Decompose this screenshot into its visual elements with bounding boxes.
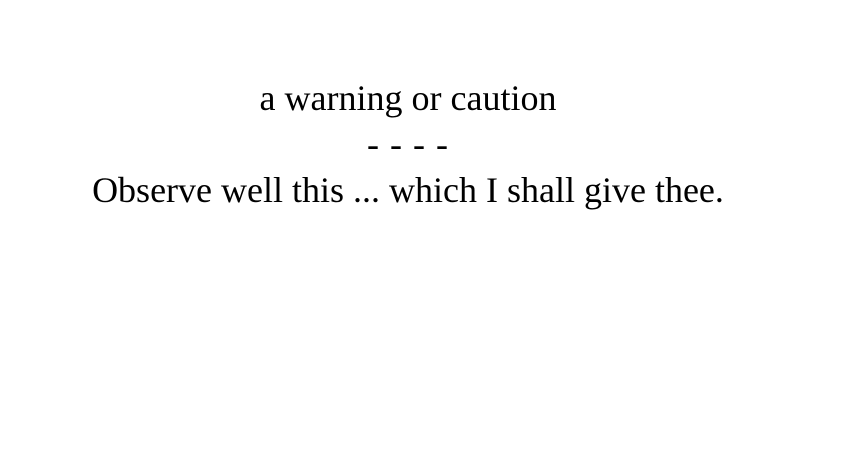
definition-text: a warning or caution (259, 78, 557, 118)
separator-dashes: - - - - (367, 124, 449, 164)
example-sentence: Observe well this ... which I shall give thee. (92, 170, 724, 210)
